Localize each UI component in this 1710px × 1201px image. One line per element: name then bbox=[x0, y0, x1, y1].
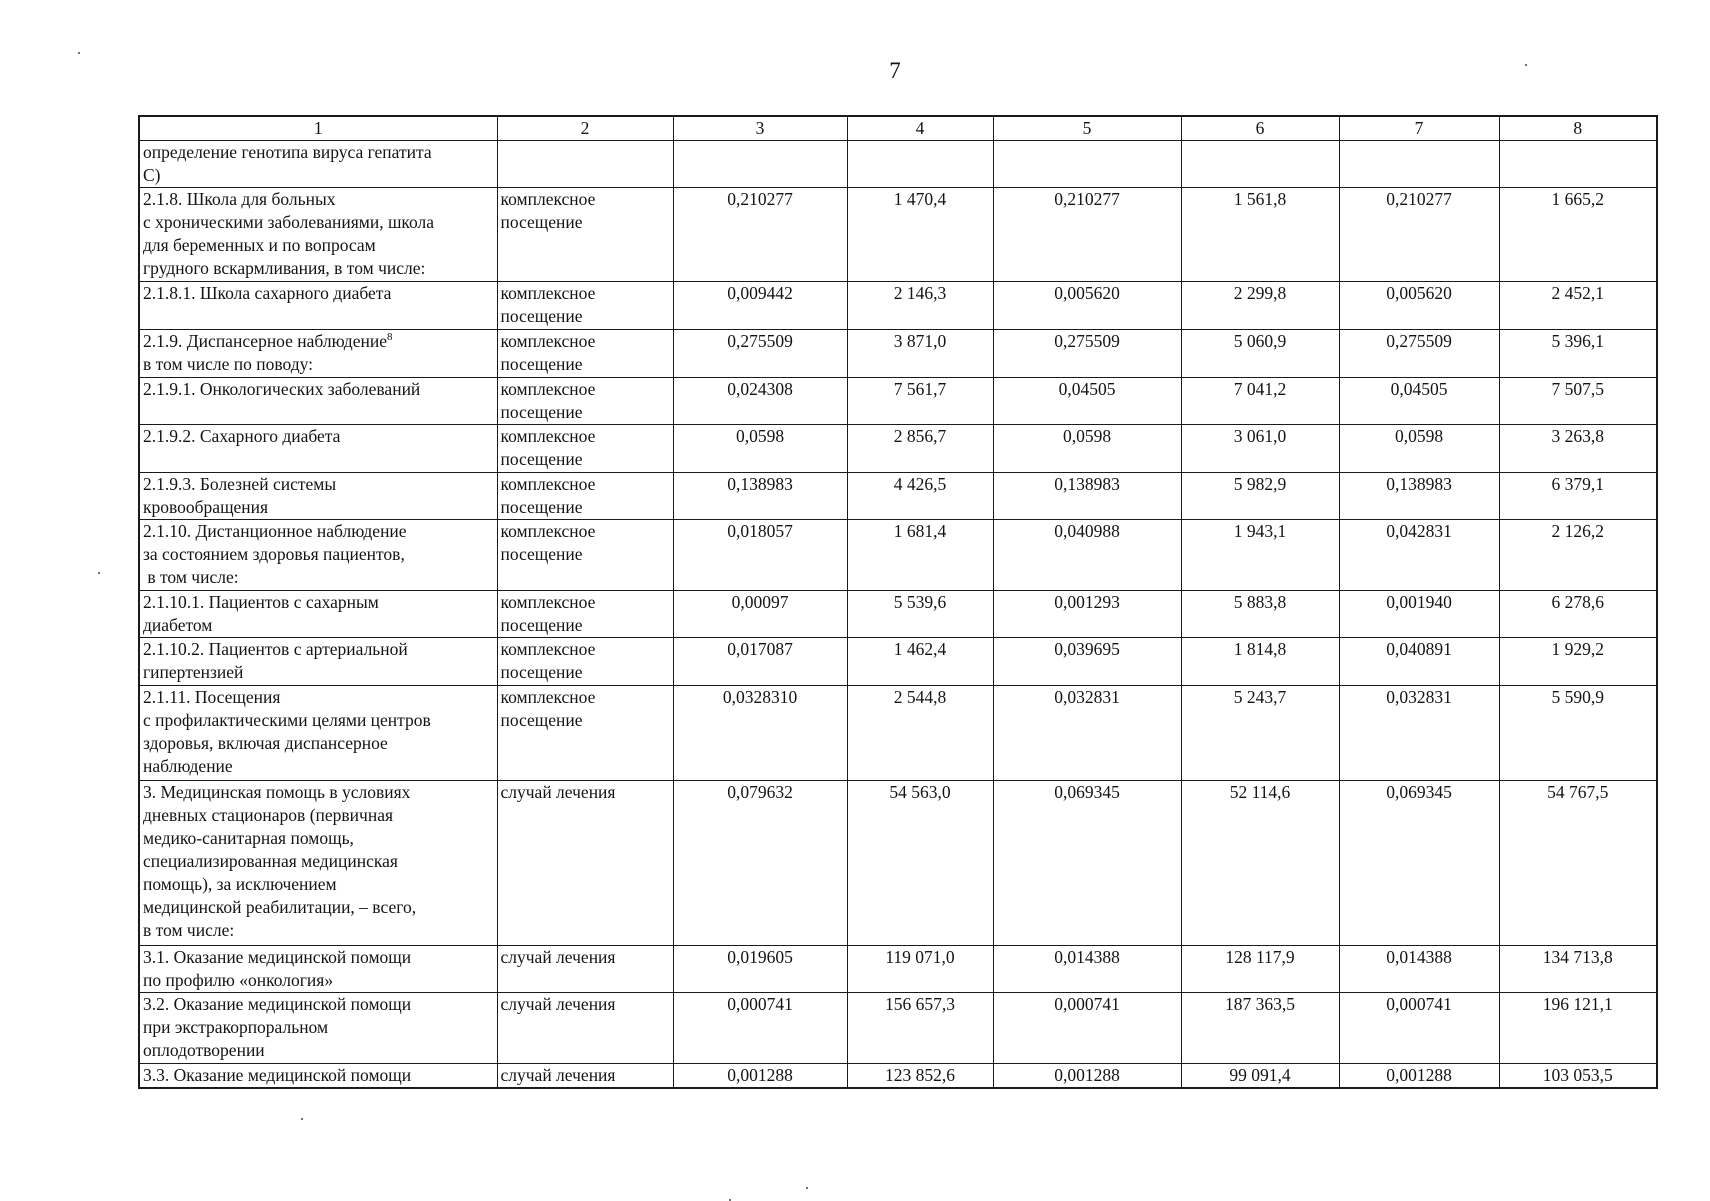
unit-line: случай лечения bbox=[500, 781, 616, 802]
indicator-name-line: 3.3. Оказание медицинской помощи bbox=[143, 1064, 412, 1085]
unit-line: посещение bbox=[500, 709, 583, 730]
indicator-name-line: 2.1.8. Школа для больных bbox=[143, 188, 336, 209]
table-row bbox=[139, 377, 1657, 424]
value-cell: 0,017087 bbox=[673, 637, 847, 685]
table-row bbox=[139, 780, 1657, 945]
value-cell: 0,210277 bbox=[993, 187, 1181, 281]
indicator-name-cell bbox=[139, 992, 497, 1063]
indicator-name-line: с хроническими заболеваниями, школа bbox=[143, 211, 435, 232]
unit-line: посещение bbox=[500, 353, 583, 374]
value-cell: 196 121,1 bbox=[1499, 992, 1657, 1063]
value-cell: 1 943,1 bbox=[1181, 519, 1339, 590]
value-cell: 0,069345 bbox=[993, 780, 1181, 945]
unit-line: посещение bbox=[500, 211, 583, 232]
value-cell bbox=[673, 140, 847, 187]
data-table bbox=[138, 115, 1658, 1089]
value-cell: 0,079632 bbox=[673, 780, 847, 945]
indicator-name-line: с профилактическими целями центров bbox=[143, 709, 431, 730]
unit-line: комплексное bbox=[500, 188, 596, 209]
indicator-name-line: для беременных и по вопросам bbox=[143, 234, 376, 255]
value-cell: 3 263,8 bbox=[1499, 424, 1657, 472]
value-cell: 2 299,8 bbox=[1181, 281, 1339, 329]
value-cell: 4 426,5 bbox=[847, 472, 993, 519]
scan-speck bbox=[301, 1118, 303, 1120]
value-cell: 0,138983 bbox=[673, 472, 847, 519]
value-cell: 0,024308 bbox=[673, 377, 847, 424]
scan-speck bbox=[98, 572, 100, 574]
unit-line: комплексное bbox=[500, 520, 596, 541]
value-cell: 0,042831 bbox=[1339, 519, 1499, 590]
indicator-name-line: 2.1.10.2. Пациентов с артериальной bbox=[143, 638, 408, 659]
column-number: 8 bbox=[1499, 116, 1657, 140]
value-cell bbox=[847, 140, 993, 187]
unit-cell bbox=[497, 590, 673, 637]
value-cell: 6 379,1 bbox=[1499, 472, 1657, 519]
table-header-row bbox=[139, 116, 1657, 140]
indicator-name-cell bbox=[139, 519, 497, 590]
value-cell: 5 590,9 bbox=[1499, 685, 1657, 780]
column-number: 5 bbox=[993, 116, 1181, 140]
unit-line: посещение bbox=[500, 661, 583, 682]
unit-cell bbox=[497, 187, 673, 281]
column-number: 4 bbox=[847, 116, 993, 140]
unit-line: комплексное bbox=[500, 591, 596, 612]
indicator-name-line: при экстракорпоральном bbox=[143, 1016, 329, 1037]
indicator-name-line: по профилю «онкология» bbox=[143, 969, 334, 990]
unit-line: случай лечения bbox=[500, 946, 616, 967]
value-cell bbox=[1499, 140, 1657, 187]
table-row bbox=[139, 945, 1657, 992]
value-cell bbox=[993, 140, 1181, 187]
indicator-name-cell bbox=[139, 472, 497, 519]
indicator-name-cell bbox=[139, 281, 497, 329]
value-cell: 5 396,1 bbox=[1499, 329, 1657, 377]
indicator-name-line: в том числе: bbox=[143, 919, 235, 940]
unit-line: комплексное bbox=[500, 282, 596, 303]
unit-cell bbox=[497, 519, 673, 590]
unit-line: случай лечения bbox=[500, 1064, 616, 1085]
indicator-name-line: определение генотипа вируса гепатита bbox=[143, 141, 432, 162]
value-cell: 7 507,5 bbox=[1499, 377, 1657, 424]
value-cell: 0,018057 bbox=[673, 519, 847, 590]
value-cell: 1 462,4 bbox=[847, 637, 993, 685]
value-cell: 5 243,7 bbox=[1181, 685, 1339, 780]
value-cell: 0,009442 bbox=[673, 281, 847, 329]
column-number: 3 bbox=[673, 116, 847, 140]
value-cell: 0,210277 bbox=[1339, 187, 1499, 281]
value-cell: 2 146,3 bbox=[847, 281, 993, 329]
unit-line: посещение bbox=[500, 305, 583, 326]
value-cell: 1 561,8 bbox=[1181, 187, 1339, 281]
value-cell: 103 053,5 bbox=[1499, 1063, 1657, 1088]
unit-line: комплексное bbox=[500, 638, 596, 659]
unit-line: комплексное bbox=[500, 378, 596, 399]
indicator-name-cell bbox=[139, 945, 497, 992]
table-row bbox=[139, 992, 1657, 1063]
indicator-name-line: 2.1.9. Диспансерное наблюдение$^8$ bbox=[143, 330, 393, 351]
value-cell: 0,040988 bbox=[993, 519, 1181, 590]
value-cell: 0,032831 bbox=[993, 685, 1181, 780]
indicator-name-line: здоровья, включая диспансерное bbox=[143, 732, 388, 753]
indicator-name-cell bbox=[139, 140, 497, 187]
indicator-name-line: дневных стационаров (первичная bbox=[143, 804, 394, 825]
value-cell: 0,005620 bbox=[993, 281, 1181, 329]
indicator-name-line: медико-санитарная помощь, bbox=[143, 827, 354, 848]
unit-cell bbox=[497, 472, 673, 519]
indicator-name-line: грудного вскармливания, в том числе: bbox=[143, 257, 426, 278]
value-cell: 2 856,7 bbox=[847, 424, 993, 472]
indicator-name-cell bbox=[139, 637, 497, 685]
value-cell: 0,000741 bbox=[1339, 992, 1499, 1063]
unit-line: посещение bbox=[500, 543, 583, 564]
table-row bbox=[139, 281, 1657, 329]
indicator-name-line: 3.1. Оказание медицинской помощи bbox=[143, 946, 412, 967]
indicator-name-line: помощь), за исключением bbox=[143, 873, 337, 894]
indicator-name-line: 3.2. Оказание медицинской помощи bbox=[143, 993, 412, 1014]
table-row bbox=[139, 637, 1657, 685]
unit-cell bbox=[497, 329, 673, 377]
value-cell: 0,069345 bbox=[1339, 780, 1499, 945]
unit-cell bbox=[497, 992, 673, 1063]
value-cell: 0,032831 bbox=[1339, 685, 1499, 780]
indicator-name-line: 2.1.9.1. Онкологических заболеваний bbox=[143, 378, 421, 399]
indicator-name-cell bbox=[139, 329, 497, 377]
unit-cell bbox=[497, 945, 673, 992]
indicator-name-cell bbox=[139, 377, 497, 424]
value-cell: 0,210277 bbox=[673, 187, 847, 281]
value-cell: 0,019605 bbox=[673, 945, 847, 992]
value-cell: 2 126,2 bbox=[1499, 519, 1657, 590]
unit-line: комплексное bbox=[500, 473, 596, 494]
value-cell: 128 117,9 bbox=[1181, 945, 1339, 992]
indicator-name-line: специализированная медицинская bbox=[143, 850, 398, 871]
value-cell: 0,04505 bbox=[1339, 377, 1499, 424]
value-cell: 0,014388 bbox=[1339, 945, 1499, 992]
indicator-name-line: 2.1.10. Дистанционное наблюдение bbox=[143, 520, 407, 541]
indicator-name-line: 3. Медицинская помощь в условиях bbox=[143, 781, 411, 802]
unit-line: посещение bbox=[500, 614, 583, 635]
value-cell: 52 114,6 bbox=[1181, 780, 1339, 945]
value-cell: 99 091,4 bbox=[1181, 1063, 1339, 1088]
unit-line: посещение bbox=[500, 401, 583, 422]
table-row bbox=[139, 329, 1657, 377]
value-cell: 1 665,2 bbox=[1499, 187, 1657, 281]
value-cell: 187 363,5 bbox=[1181, 992, 1339, 1063]
indicator-name-cell bbox=[139, 187, 497, 281]
indicator-name-line: 2.1.9.3. Болезней системы bbox=[143, 473, 337, 494]
value-cell: 0,000741 bbox=[673, 992, 847, 1063]
value-cell: 0,001288 bbox=[1339, 1063, 1499, 1088]
value-cell: 0,04505 bbox=[993, 377, 1181, 424]
indicator-name-line: 2.1.9.2. Сахарного диабета bbox=[143, 425, 341, 446]
indicator-name-line: гипертензией bbox=[143, 661, 244, 682]
value-cell: 5 060,9 bbox=[1181, 329, 1339, 377]
value-cell: 5 883,8 bbox=[1181, 590, 1339, 637]
value-cell: 2 452,1 bbox=[1499, 281, 1657, 329]
column-number: 2 bbox=[497, 116, 673, 140]
value-cell: 119 071,0 bbox=[847, 945, 993, 992]
value-cell: 0,001288 bbox=[993, 1063, 1181, 1088]
indicator-name-line: в том числе по поводу: bbox=[143, 353, 314, 374]
indicator-name-line: оплодотворении bbox=[143, 1039, 265, 1060]
value-cell: 5 539,6 bbox=[847, 590, 993, 637]
value-cell: 0,275509 bbox=[993, 329, 1181, 377]
indicator-name-cell bbox=[139, 685, 497, 780]
value-cell: 0,0598 bbox=[1339, 424, 1499, 472]
table-row bbox=[139, 424, 1657, 472]
unit-cell bbox=[497, 140, 673, 187]
unit-cell bbox=[497, 377, 673, 424]
value-cell: 1 470,4 bbox=[847, 187, 993, 281]
value-cell: 2 544,8 bbox=[847, 685, 993, 780]
unit-line: комплексное bbox=[500, 330, 596, 351]
value-cell: 3 871,0 bbox=[847, 329, 993, 377]
unit-cell bbox=[497, 424, 673, 472]
scan-speck bbox=[78, 52, 80, 54]
value-cell: 134 713,8 bbox=[1499, 945, 1657, 992]
value-cell: 0,275509 bbox=[673, 329, 847, 377]
unit-line: комплексное bbox=[500, 425, 596, 446]
indicator-name-line: С) bbox=[143, 164, 161, 185]
value-cell: 0,001940 bbox=[1339, 590, 1499, 637]
value-cell: 0,000741 bbox=[993, 992, 1181, 1063]
table-row bbox=[139, 1063, 1657, 1088]
value-cell: 0,001288 bbox=[673, 1063, 847, 1088]
value-cell: 0,138983 bbox=[993, 472, 1181, 519]
value-cell: 156 657,3 bbox=[847, 992, 993, 1063]
value-cell: 0,0598 bbox=[993, 424, 1181, 472]
value-cell: 7 561,7 bbox=[847, 377, 993, 424]
value-cell: 54 767,5 bbox=[1499, 780, 1657, 945]
footnote-marker: 8 bbox=[386, 330, 393, 343]
value-cell: 3 061,0 bbox=[1181, 424, 1339, 472]
unit-cell bbox=[497, 685, 673, 780]
value-cell: 123 852,6 bbox=[847, 1063, 993, 1088]
indicator-name-line: медицинской реабилитации, – всего, bbox=[143, 896, 417, 917]
unit-cell bbox=[497, 281, 673, 329]
value-cell: 0,00097 bbox=[673, 590, 847, 637]
unit-cell bbox=[497, 637, 673, 685]
indicator-name-line: 2.1.8.1. Школа сахарного диабета bbox=[143, 282, 392, 303]
indicator-name-line: 2.1.11. Посещения bbox=[143, 686, 281, 707]
value-cell: 1 814,8 bbox=[1181, 637, 1339, 685]
indicator-name-cell bbox=[139, 1063, 497, 1088]
unit-cell bbox=[497, 780, 673, 945]
value-cell bbox=[1181, 140, 1339, 187]
column-number: 7 bbox=[1339, 116, 1499, 140]
value-cell: 0,138983 bbox=[1339, 472, 1499, 519]
value-cell: 0,001293 bbox=[993, 590, 1181, 637]
value-cell: 0,275509 bbox=[1339, 329, 1499, 377]
column-number: 1 bbox=[139, 116, 497, 140]
unit-line: случай лечения bbox=[500, 993, 616, 1014]
indicator-name-line: кровообращения bbox=[143, 496, 269, 517]
table-row bbox=[139, 685, 1657, 780]
value-cell: 0,0598 bbox=[673, 424, 847, 472]
unit-line: посещение bbox=[500, 496, 583, 517]
value-cell: 5 982,9 bbox=[1181, 472, 1339, 519]
indicator-name-cell bbox=[139, 780, 497, 945]
value-cell: 1 681,4 bbox=[847, 519, 993, 590]
unit-cell bbox=[497, 1063, 673, 1088]
value-cell: 0,039695 bbox=[993, 637, 1181, 685]
value-cell: 6 278,6 bbox=[1499, 590, 1657, 637]
indicator-name-cell bbox=[139, 424, 497, 472]
indicator-name-line: в том числе: bbox=[143, 566, 239, 587]
table-row bbox=[139, 519, 1657, 590]
column-number: 6 bbox=[1181, 116, 1339, 140]
page-number: 7 bbox=[889, 58, 901, 83]
unit-line: комплексное bbox=[500, 686, 596, 707]
value-cell: 0,005620 bbox=[1339, 281, 1499, 329]
value-cell: 0,040891 bbox=[1339, 637, 1499, 685]
indicator-name-cell bbox=[139, 590, 497, 637]
unit-line: посещение bbox=[500, 448, 583, 469]
scan-speck bbox=[1525, 64, 1527, 66]
indicator-name-line: диабетом bbox=[143, 614, 213, 635]
value-cell: 1 929,2 bbox=[1499, 637, 1657, 685]
scan-speck bbox=[806, 1187, 808, 1189]
value-cell: 0,0328310 bbox=[673, 685, 847, 780]
indicator-name-line: 2.1.10.1. Пациентов с сахарным bbox=[143, 591, 379, 612]
table-row bbox=[139, 140, 1657, 187]
value-cell: 0,014388 bbox=[993, 945, 1181, 992]
value-cell: 7 041,2 bbox=[1181, 377, 1339, 424]
table-row bbox=[139, 187, 1657, 281]
table-row bbox=[139, 590, 1657, 637]
table-row bbox=[139, 472, 1657, 519]
indicator-name-line: за состоянием здоровья пациентов, bbox=[143, 543, 405, 564]
value-cell: 54 563,0 bbox=[847, 780, 993, 945]
indicator-name-line: наблюдение bbox=[143, 755, 233, 776]
value-cell bbox=[1339, 140, 1499, 187]
